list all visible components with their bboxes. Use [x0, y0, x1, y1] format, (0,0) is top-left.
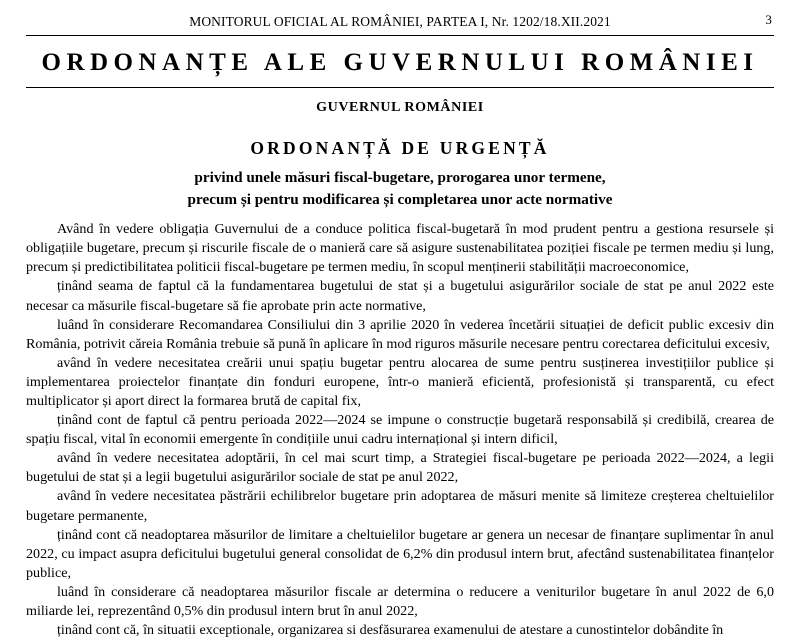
act-type-heading: ORDONANȚĂ DE URGENȚĂ	[250, 138, 550, 158]
body-paragraph: luând în considerare că neadoptarea măsurilor fiscale ar determina o reducere a veniturilor bugetare în anul 2022 de 6,0 miliarde lei, reprezentând 0,5% din produsul intern brut în anul 2022,	[26, 583, 774, 620]
act-subtitle	[26, 167, 774, 210]
body-paragraph: având în vedere necesitatea creării unui spațiu bugetar pentru alocarea de sume pentru susținerea investițiilor publice și implementarea proiectelor finanțate din fonduri europene, într-o manieră eficientă, profesionistă și transparentă, cu efect multiplicator și aport direct la formarea brută de capital fix,	[26, 354, 774, 409]
body-paragraph: ținând seama de faptul că la fundamentarea bugetului de stat și a bugetului asigurărilor sociale de stat pe anul 2022 este necesar ca măsurile fiscal-bugetare să fie aprobate prin acte normative,	[26, 278, 774, 314]
act-subtitle-line-2: precum și pentru modificarea și completarea unor acte normative	[187, 190, 613, 208]
issuer-label: GUVERNUL ROMÂNIEI	[316, 100, 484, 115]
body-paragraph: ținând cont de faptul că pentru perioada 2022—2024 se impune o construcție bugetară responsabilă și credibilă, crearea de spațiu fiscal, vital în economii emergente în condițiile unui cadru internațional și intern dificil,	[26, 412, 774, 448]
page-number: 3	[765, 12, 772, 27]
page-title: ORDONANȚE ALE GUVERNULUI ROMÂNIEI	[41, 49, 759, 76]
body-paragraph: având în vedere necesitatea păstrării echilibrelor bugetare prin adoptarea de măsuri menite să limiteze creșterea cheltuielilor bugetare permanente,	[26, 488, 774, 524]
header-divider-bottom	[26, 87, 774, 88]
body-paragraph: având în vedere necesitatea adoptării, în cel mai scurt timp, a Strategiei fiscal-bugetare pe perioada 2022—2024, a legii bugetului de stat și a legii bugetului asigurărilor sociale de stat pe anul 2022,	[26, 450, 774, 486]
body-paragraph: Având în vedere obligația Guvernului de a conduce politica fiscal-bugetară în mod prudent pentru a gestiona resursele și obligațiile bugetare, precum și riscurile fiscale de o manieră care să asigure sustenabilitatea poziției fiscale pe termen mediu și lung, precum și predictibilitatea politicii fiscal-bugetare pe termen mediu, în scopul menținerii stabilității macroeconomice,	[26, 221, 774, 276]
act-subtitle-line-1: privind unele măsuri fiscal-bugetare, prorogarea unor termene,	[194, 169, 606, 186]
body-paragraph: ținând cont că, în situatii exceptionale, organizarea si desfăsurarea examenului de atestare a cunostintelor dobândite în	[57, 622, 724, 639]
body-paragraph: ținând cont că neadoptarea măsurilor de limitare a cheltuielilor bugetare ar genera un necesar de finanțare suplimentar în anul 2022, cu impact asupra deficitului bugetului general consolidat de 6,2% din produsul intern brut, afectând sustenabilitatea finanțelor publice,	[26, 526, 774, 581]
document-body	[26, 220, 774, 640]
header-divider-top	[26, 35, 774, 36]
running-head: MONITORUL OFICIAL AL ROMÂNIEI, PARTEA I, Nr. 1202/18.XII.2021	[189, 14, 611, 29]
body-paragraph: luând în considerare Recomandarea Consiliului din 3 aprilie 2020 în vederea încetării situației de deficit public excesiv din România, potrivit căreia România trebuie să pună în aplicare în mod riguros măsurile necesare pentru corectarea deficitului excesiv,	[26, 316, 774, 352]
page-header	[26, 14, 774, 30]
